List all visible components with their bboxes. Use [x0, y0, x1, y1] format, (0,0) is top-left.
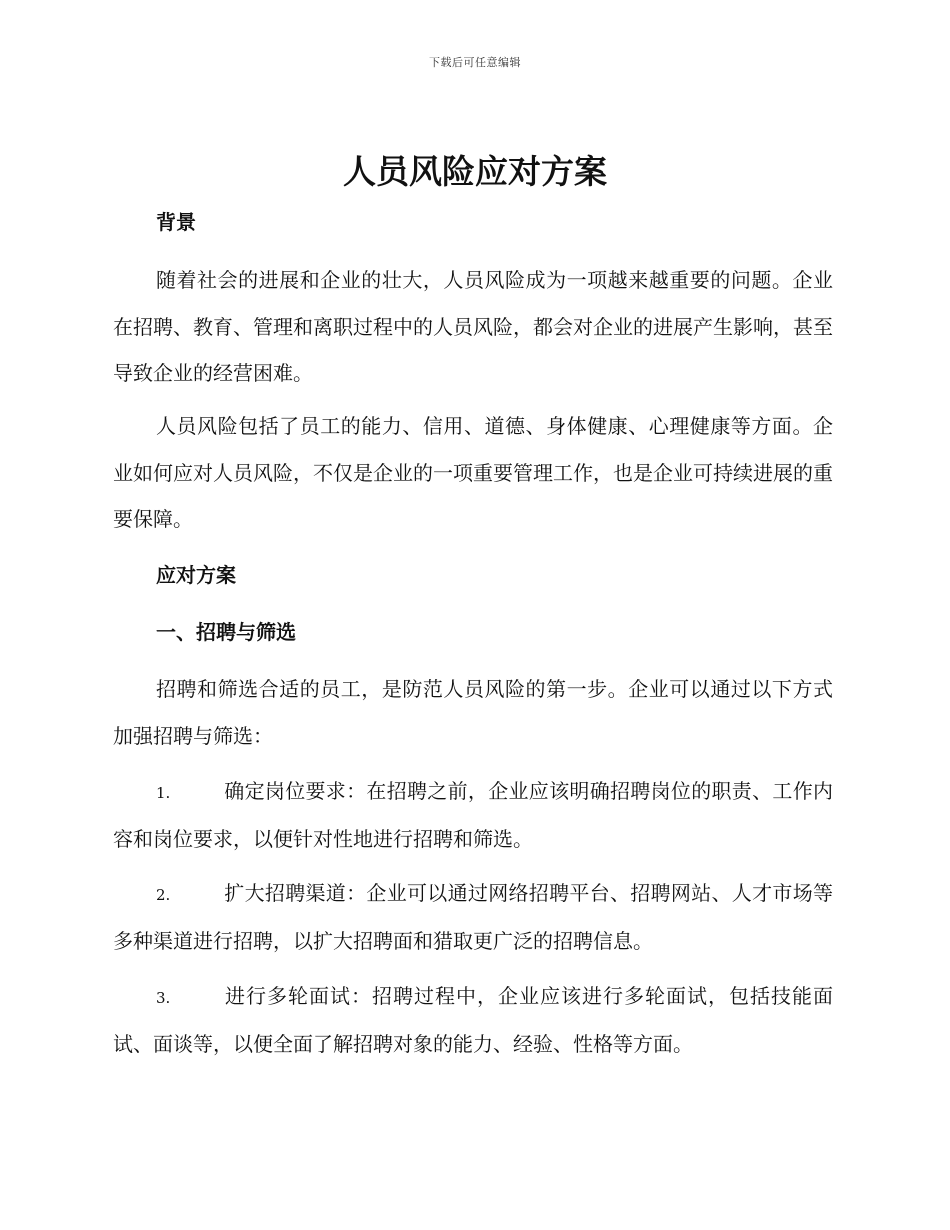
list-item-number: 2. [156, 886, 171, 904]
list-item-text: 确定岗位要求：在招聘之前，企业应该明确招聘岗位的职责、工作内容和岗位要求，以便针对性地进行招聘和筛选。 [113, 779, 833, 851]
section-heading-plan: 应对方案 [156, 563, 236, 587]
list-item-text: 扩大招聘渠道：企业可以通过网络招聘平台、招聘网站、人才市场等多种渠道进行招聘，以扩大招聘面和猎取更广泛的招聘信息。 [113, 881, 833, 953]
document-title: 人员风险应对方案 [343, 152, 607, 191]
list-item-number: 1. [156, 784, 171, 802]
list-item [113, 870, 833, 964]
recruitment-intro-paragraph: 招聘和筛选合适的员工，是防范人员风险的第一步。企业可以通过以下方式加强招聘与筛选： [113, 677, 833, 748]
list-item [113, 768, 833, 862]
section-heading-background: 背景 [156, 210, 196, 234]
subsection-heading-recruitment: 一、招聘与筛选 [156, 620, 296, 644]
background-paragraph-1: 随着社会的进展和企业的壮大，人员风险成为一项越来越重要的问题。企业在招聘、教育、管理和离职过程中的人员风险，都会对企业的进展产生影响，甚至导致企业的经营困难。 [113, 268, 833, 385]
header-note: 下载后可任意编辑 [429, 56, 521, 69]
list-item-number: 3. [156, 989, 171, 1007]
list-item-text: 进行多轮面试：招聘过程中，企业应该进行多轮面试，包括技能面试、面谈等，以便全面了解招聘对象的能力、经验、性格等方面。 [113, 984, 833, 1056]
background-paragraph-2: 人员风险包括了员工的能力、信用、道德、身体健康、心理健康等方面。企业如何应对人员风险，不仅是企业的一项重要管理工作，也是企业可持续进展的重要保障。 [113, 414, 833, 531]
list-item [113, 973, 833, 1067]
